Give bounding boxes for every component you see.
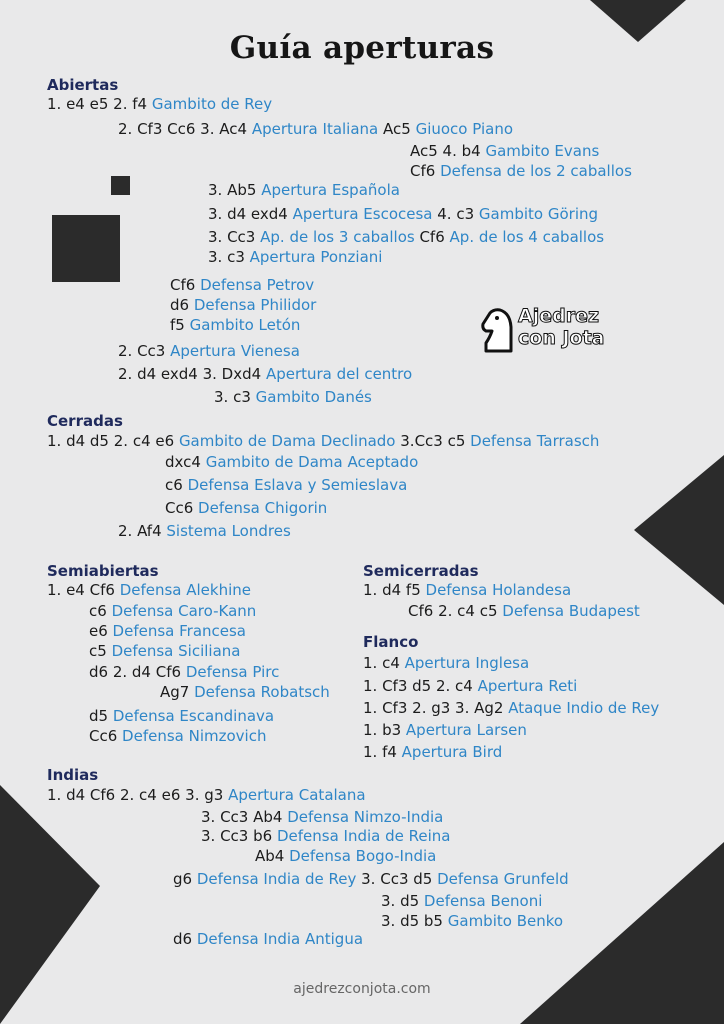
opening-line — [89, 622, 246, 640]
opening-name: Apertura del centro — [265, 365, 413, 383]
opening-line — [410, 142, 599, 160]
opening-name: Defensa Siciliana — [111, 642, 241, 660]
moves: c5 — [89, 642, 112, 660]
opening-name: Defensa Escandinava — [112, 707, 275, 725]
moves: d6 2. d4 Cf6 — [89, 663, 186, 681]
right-middle-triangle — [634, 455, 724, 605]
moves: Cc6 — [89, 727, 123, 745]
opening-name: Defensa Holandesa — [425, 581, 572, 599]
opening-name: Apertura Larsen — [405, 721, 527, 739]
opening-line — [47, 786, 366, 804]
opening-line — [118, 522, 291, 540]
moves: 1. e4 Cf6 — [47, 581, 120, 599]
logo-line-2: con Jota — [518, 327, 605, 349]
moves: dxc4 — [165, 453, 206, 471]
moves: 1. d4 f5 — [363, 581, 426, 599]
opening-line — [170, 276, 314, 294]
opening-line — [47, 581, 251, 599]
opening-name: Defensa Benoni — [423, 892, 543, 910]
opening-name: Apertura Escocesa — [292, 205, 433, 223]
opening-name: Gambito Benko — [447, 912, 564, 930]
moves: 2. Cc3 — [118, 342, 171, 360]
moves: 1. c4 — [363, 654, 405, 672]
opening-line — [381, 912, 563, 930]
opening-name: Defensa Chigorin — [198, 499, 328, 517]
opening-line — [214, 388, 372, 406]
moves: d6 — [170, 296, 194, 314]
opening-name: Defensa India de Reina — [276, 827, 451, 845]
opening-line — [363, 677, 577, 695]
opening-line — [165, 499, 327, 517]
opening-name: Defensa Alekhine — [119, 581, 252, 599]
moves: 2. d4 exd4 3. Dxd4 — [118, 365, 266, 383]
opening-line — [165, 453, 418, 471]
moves: g6 — [173, 870, 197, 888]
opening-name: Apertura Bird — [401, 743, 503, 761]
moves: d5 — [89, 707, 113, 725]
moves: Ab4 — [255, 847, 290, 865]
opening-line — [410, 162, 632, 180]
moves: e6 — [89, 622, 113, 640]
opening-name: Defensa Nimzovich — [122, 727, 267, 745]
opening-line — [363, 743, 502, 761]
opening-line — [173, 930, 363, 948]
moves: c6 — [165, 476, 188, 494]
moves: 3. Cc3 b6 — [201, 827, 277, 845]
opening-name: Apertura Vienesa — [170, 342, 300, 360]
opening-name: Gambito Evans — [485, 142, 600, 160]
opening-name: Defensa Francesa — [112, 622, 247, 640]
opening-name: Defensa Eslava y Semieslava — [187, 476, 408, 494]
moves: Cc6 — [165, 499, 199, 517]
opening-line — [160, 683, 330, 701]
opening-line — [170, 316, 300, 334]
moves: 3. c3 — [208, 248, 250, 266]
opening-line — [208, 181, 400, 199]
page-title: Guía aperturas — [229, 30, 495, 66]
moves: 1. f4 — [363, 743, 402, 761]
moves: 3. Cc3 d5 — [356, 870, 438, 888]
moves: 1. Cf3 2. g3 3. Ag2 — [363, 699, 509, 717]
moves: 1. d4 d5 2. c4 e6 — [47, 432, 179, 450]
moves: Cf6 — [414, 228, 450, 246]
opening-name: Defensa Philidor — [193, 296, 317, 314]
section-cerradas: Cerradas — [47, 412, 123, 430]
moves: 3. c3 — [214, 388, 256, 406]
opening-line — [363, 699, 659, 717]
moves: 3. Cc3 — [208, 228, 261, 246]
section-semicerradas: Semicerradas — [363, 562, 479, 580]
opening-line — [208, 248, 382, 266]
opening-line — [255, 847, 436, 865]
moves: 3. d5 b5 — [381, 912, 448, 930]
opening-name: Gambito Letón — [189, 316, 301, 334]
moves: 4. c3 — [432, 205, 479, 223]
opening-line — [165, 476, 407, 494]
moves: 2. Af4 — [118, 522, 167, 540]
opening-name: Defensa Tarrasch — [470, 432, 600, 450]
opening-line — [208, 205, 598, 223]
moves: Cf6 — [170, 276, 201, 294]
opening-name: Giuoco Piano — [415, 120, 514, 138]
opening-name: Gambito Göring — [478, 205, 599, 223]
opening-line — [381, 892, 542, 910]
opening-name: Defensa Bogo-India — [289, 847, 437, 865]
moves: 1. b3 — [363, 721, 406, 739]
opening-name: Apertura Italiana — [251, 120, 379, 138]
moves: Ag7 — [160, 683, 195, 701]
opening-name: Gambito de Rey — [151, 95, 273, 113]
opening-name: Apertura Catalana — [228, 786, 366, 804]
opening-name: Defensa Pirc — [185, 663, 280, 681]
moves: 3.Cc3 c5 — [395, 432, 471, 450]
opening-name: Defensa India Antigua — [196, 930, 364, 948]
opening-name: Defensa Nimzo-India — [287, 808, 444, 826]
opening-line — [363, 721, 527, 739]
opening-line — [170, 296, 316, 314]
logo — [480, 305, 640, 355]
opening-name: Sistema Londres — [166, 522, 291, 540]
moves: 3. d5 — [381, 892, 424, 910]
opening-name: Ap. de los 3 caballos — [260, 228, 415, 246]
moves: c6 — [89, 602, 112, 620]
opening-name: Ap. de los 4 caballos — [449, 228, 605, 246]
moves: 2. Cf3 Cc6 3. Ac4 — [118, 120, 252, 138]
opening-line — [201, 827, 450, 845]
opening-name: Gambito de Dama Aceptado — [205, 453, 419, 471]
moves: f5 — [170, 316, 190, 334]
opening-name: Apertura Inglesa — [404, 654, 530, 672]
opening-name: Ataque Indio de Rey — [508, 699, 660, 717]
opening-line — [201, 808, 443, 826]
moves: Cf6 — [410, 162, 441, 180]
opening-line — [89, 727, 266, 745]
opening-name: Defensa de los 2 caballos — [440, 162, 632, 180]
section-semiabiertas: Semiabiertas — [47, 562, 159, 580]
opening-name: Defensa Grunfeld — [437, 870, 569, 888]
knight-icon — [480, 307, 514, 353]
opening-line — [208, 228, 604, 246]
section-indias: Indias — [47, 766, 99, 784]
opening-name: Defensa India de Rey — [196, 870, 357, 888]
footer-website: ajedrezconjota.com — [293, 981, 431, 997]
moves: Ac5 4. b4 — [410, 142, 486, 160]
section-abiertas: Abiertas — [47, 76, 119, 94]
moves: 1. Cf3 d5 2. c4 — [363, 677, 478, 695]
opening-name: Apertura Ponziani — [249, 248, 383, 266]
moves: Cf6 2. c4 c5 — [408, 602, 503, 620]
opening-line — [89, 602, 256, 620]
opening-name: Apertura Reti — [477, 677, 578, 695]
small-square — [111, 176, 130, 195]
opening-name: Defensa Robatsch — [194, 683, 330, 701]
moves: 1. d4 Cf6 2. c4 e6 3. g3 — [47, 786, 229, 804]
opening-line — [118, 342, 300, 360]
moves: Ac5 — [378, 120, 416, 138]
moves: d6 — [173, 930, 197, 948]
opening-line — [363, 654, 529, 672]
opening-line — [118, 120, 513, 138]
moves: 1. e4 e5 2. f4 — [47, 95, 152, 113]
moves: 3. Ab5 — [208, 181, 262, 199]
section-flanco: Flanco — [363, 633, 419, 651]
large-square — [52, 215, 120, 282]
opening-line — [408, 602, 640, 620]
logo-line-1: Ajedrez — [518, 305, 600, 327]
opening-name: Defensa Budapest — [502, 602, 640, 620]
opening-name: Apertura Española — [261, 181, 400, 199]
opening-line — [47, 432, 599, 450]
moves: 3. Cc3 Ab4 — [201, 808, 288, 826]
opening-line — [47, 95, 272, 113]
opening-line — [89, 663, 279, 681]
opening-line — [363, 581, 571, 599]
opening-name: Gambito Danés — [255, 388, 372, 406]
opening-name: Defensa Petrov — [200, 276, 315, 294]
opening-line — [173, 870, 569, 888]
moves: 3. d4 exd4 — [208, 205, 293, 223]
opening-line — [89, 642, 240, 660]
opening-line — [89, 707, 274, 725]
opening-name: Defensa Caro-Kann — [111, 602, 257, 620]
opening-line — [118, 365, 412, 383]
opening-name: Gambito de Dama Declinado — [178, 432, 396, 450]
